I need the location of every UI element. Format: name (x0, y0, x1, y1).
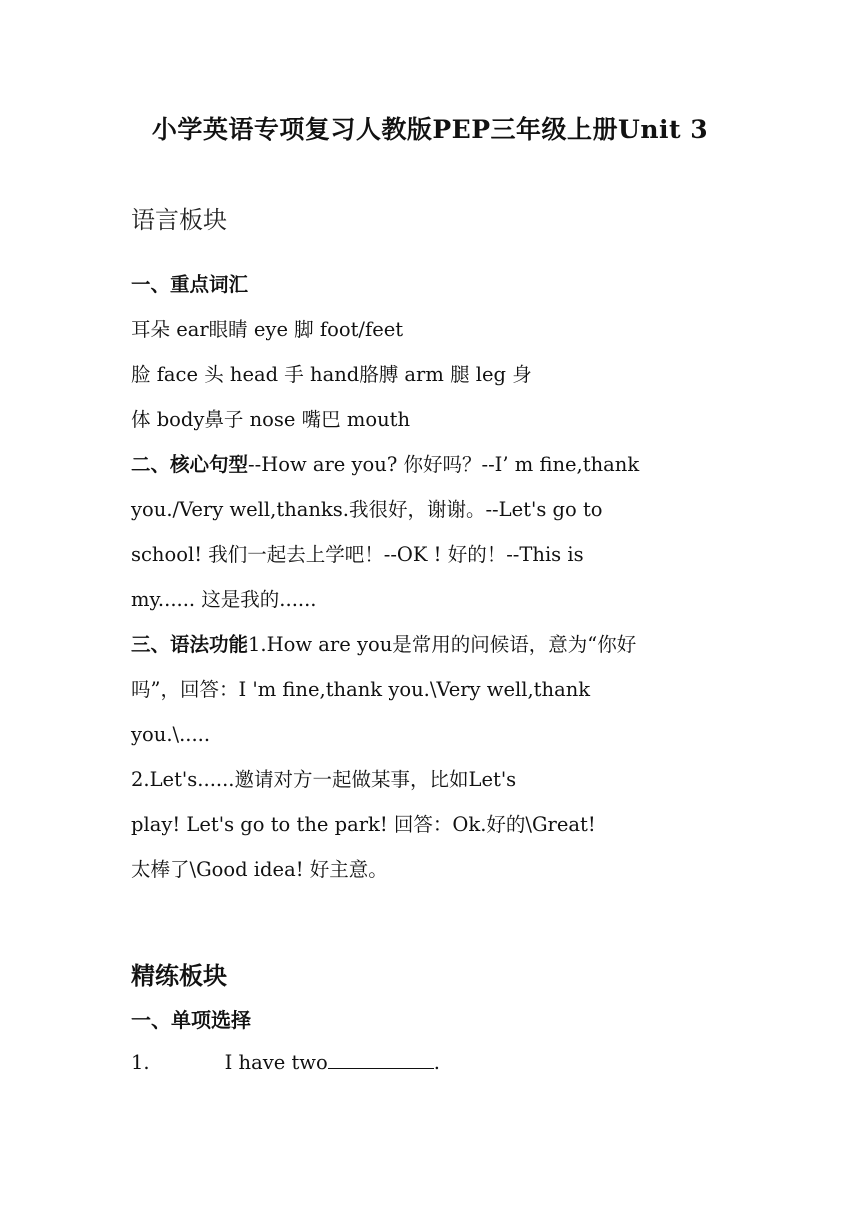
question-1: 1. I have two . (131, 1051, 440, 1074)
question-1-text: I have two (224, 1051, 328, 1074)
vocab-heading: 一、重点词汇 (131, 273, 249, 296)
sentence-line-4: my...... 这是我的...... (131, 588, 317, 611)
sentence-heading: 二、核心句型 (131, 453, 249, 476)
grammar-line-5: play! Let's go to the park! 回答：Ok.好的\Great! (131, 813, 596, 836)
grammar-line-3: you.\..... (131, 723, 211, 746)
grammar-line-2: 吗”，回答：I 'm fine,thank you.\Very well,thank (131, 678, 591, 701)
answer-blank[interactable] (328, 1050, 434, 1069)
page-title: 小学英语专项复习人教版PEP三年级上册Unit 3 (151, 115, 709, 144)
grammar-line-1 (131, 622, 741, 667)
vocab-section (131, 262, 741, 892)
vocab-line-3: 体 body鼻子 nose 嘴巴 mouth (131, 408, 411, 431)
single-choice-heading: 一、单项选择 (131, 1008, 251, 1032)
sentence-line-1 (131, 442, 741, 487)
language-block-heading: 语言板块 (131, 206, 227, 234)
sentence-line-3: school! 我们一起去上学吧！--OK ! 好的！--This is (131, 543, 584, 566)
question-1-number: 1. (131, 1051, 150, 1074)
vocab-line-1: 耳朵 ear眼睛 eye 脚 foot/feet (131, 318, 404, 341)
grammar-heading: 三、语法功能 (131, 633, 249, 656)
grammar-line-4: 2.Let's......邀请对方一起做某事，比如Let's (131, 768, 517, 791)
sentence-line-2: you./Very well,thanks.我很好，谢谢。--Let's go to (131, 498, 603, 521)
vocab-line-2: 脸 face 头 head 手 hand胳膊 arm 腿 leg 身 (131, 363, 532, 386)
sentence-text-1: --How are you? 你好吗？--I’ m fine,thank (248, 453, 640, 476)
grammar-text-1: 1.How are you是常用的问候语，意为“你好 (248, 633, 637, 656)
practice-block-heading: 精练板块 (131, 961, 227, 990)
grammar-line-6: 太棒了\Good idea! 好主意。 (131, 858, 388, 881)
